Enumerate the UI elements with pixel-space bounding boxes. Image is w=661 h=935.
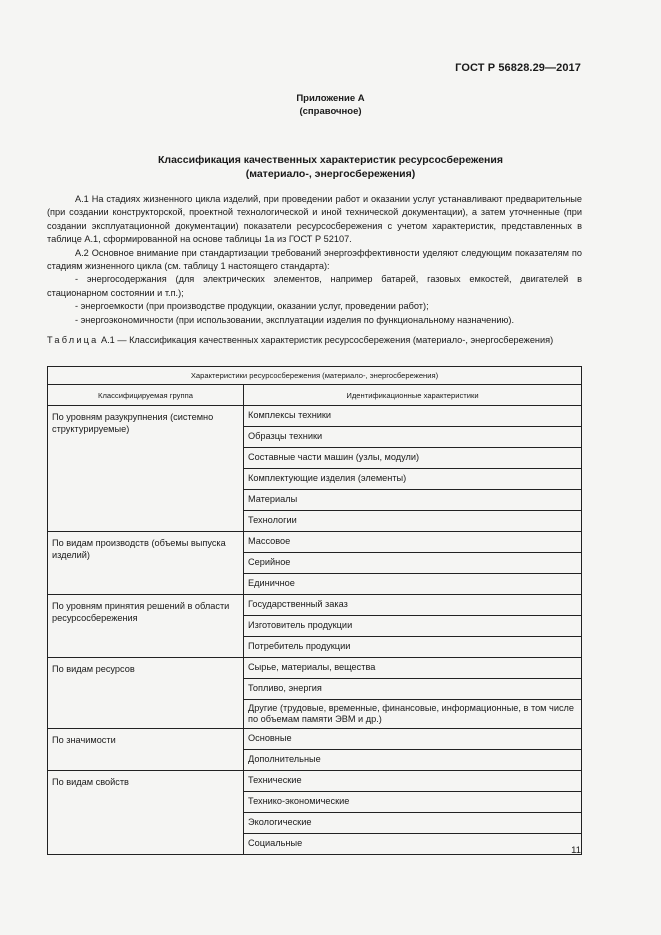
group-cell: По уровням принятия решений в области ресурсосбережения bbox=[48, 595, 244, 658]
annex-title: Приложение А bbox=[296, 93, 365, 104]
characteristic-cell: Основные bbox=[244, 729, 582, 750]
section-title bbox=[0, 153, 661, 181]
characteristic-cell: Другие (трудовые, временные, финансовые, информационные, в том числе по объемам памяти ЭВМ и др.) bbox=[244, 700, 582, 729]
annex-subtitle: (справочное) bbox=[299, 106, 362, 117]
document-code: ГОСТ Р 56828.29—2017 bbox=[455, 62, 581, 74]
list-item: - энергосодержания (для электрических элементов, например батарей, газовых емкостей, двигателей в стационарном состоянии и т.п.); bbox=[47, 274, 582, 298]
table-row bbox=[48, 729, 582, 750]
body-text bbox=[47, 193, 582, 327]
table-row bbox=[48, 406, 582, 427]
table-row bbox=[48, 595, 582, 616]
table-row bbox=[48, 658, 582, 679]
list-item: - энергоемкости (при производстве продукции, оказании услуг, проведении работ); bbox=[75, 301, 429, 312]
annex-heading bbox=[0, 92, 661, 118]
characteristic-cell: Комплектующие изделия (элементы) bbox=[244, 469, 582, 490]
characteristic-cell: Топливо, энергия bbox=[244, 679, 582, 700]
characteristic-cell: Единичное bbox=[244, 574, 582, 595]
group-cell: По видам свойств bbox=[48, 771, 244, 855]
characteristic-cell: Социальные bbox=[244, 834, 582, 855]
characteristic-cell: Дополнительные bbox=[244, 750, 582, 771]
characteristic-cell: Образцы техники bbox=[244, 427, 582, 448]
characteristic-cell: Государственный заказ bbox=[244, 595, 582, 616]
group-cell: По уровням разукрупнения (системно структурируемые) bbox=[48, 406, 244, 532]
characteristic-cell: Материалы bbox=[244, 490, 582, 511]
group-cell: По видам производств (объемы выпуска изделий) bbox=[48, 532, 244, 595]
paragraph-a2: А.2 Основное внимание при стандартизации требований энергоэффективности уделяют следующим показателям по стадиям жизненного цикла (см. таблицу 1 настоящего стандарта): bbox=[47, 247, 582, 272]
group-cell: По видам ресурсов bbox=[48, 658, 244, 729]
characteristic-cell: Технические bbox=[244, 771, 582, 792]
characteristic-cell: Массовое bbox=[244, 532, 582, 553]
list-item: - энергоэкономичности (при использовании, эксплуатации изделия по функциональному назначению). bbox=[75, 314, 514, 325]
characteristic-cell: Экологические bbox=[244, 813, 582, 834]
characteristic-cell: Технико-экономические bbox=[244, 792, 582, 813]
characteristic-cell: Потребитель продукции bbox=[244, 637, 582, 658]
section-title-line-1: Классификация качественных характеристик ресурсосбережения bbox=[158, 154, 503, 166]
characteristic-cell: Комплексы техники bbox=[244, 406, 582, 427]
table-row bbox=[48, 532, 582, 553]
classification-table bbox=[47, 366, 582, 855]
column-header-characteristics: Идентификационные характеристики bbox=[244, 385, 582, 406]
characteristic-cell: Серийное bbox=[244, 553, 582, 574]
table-caption-text: А.1 — Классификация качественных характеристик ресурсосбережения (материало-, энергосбережения) bbox=[98, 335, 554, 345]
paragraph-a1: А.1 На стадиях жизненного цикла изделий, при проведении работ и оказании услуг устанавливают предварительные (при создании конструкторской, проектной технологической и иной технической документации), а затем уточненные (при создании эксплуатационной документации) показатели ресурсосбережения с учетом характеристик, представленных в таблице А.1, сформированной на основе таблицы 1а из ГОСТ Р 52107. bbox=[47, 194, 582, 245]
characteristic-cell: Технологии bbox=[244, 511, 582, 532]
table-row bbox=[48, 771, 582, 792]
group-cell: По значимости bbox=[48, 729, 244, 771]
table-caption-word: Таблица bbox=[47, 335, 99, 345]
characteristic-cell: Сырье, материалы, вещества bbox=[244, 658, 582, 679]
section-title-line-2: (материало-, энергосбережения) bbox=[245, 168, 416, 180]
table-span-header: Характеристики ресурсосбережения (материало-, энергосбережения) bbox=[48, 367, 582, 385]
characteristic-cell: Изготовитель продукции bbox=[244, 616, 582, 637]
characteristic-cell: Составные части машин (узлы, модули) bbox=[244, 448, 582, 469]
column-header-group: Классифицируемая группа bbox=[48, 385, 244, 406]
page-number: 11 bbox=[571, 845, 581, 856]
table-caption bbox=[47, 334, 582, 347]
